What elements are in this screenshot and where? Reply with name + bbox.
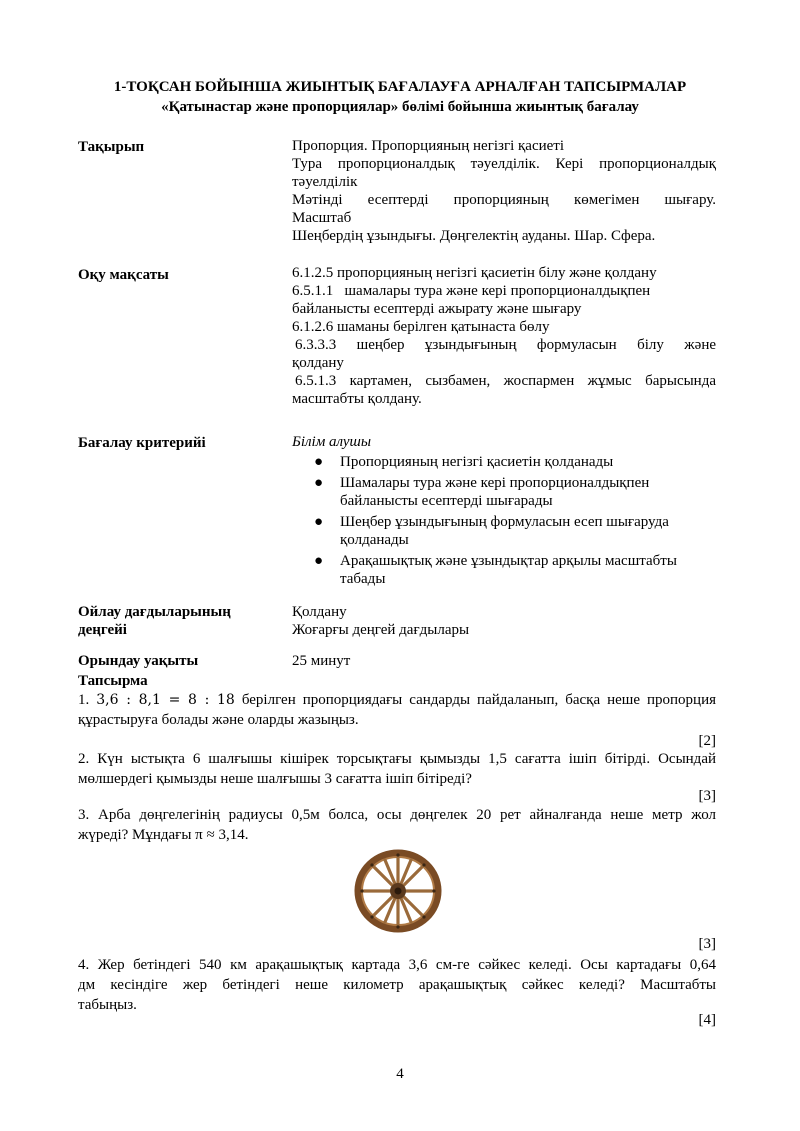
task-4: 4. Жер бетіндегі 540 км арақашықтық картада 3,6 см-ге сәйкес келеді. Осы картадағы 0,64 дм кесіндіге жер бетіндегі неше километр арақашықтық сәйкес келеді? Масштабты табыңыз. xyxy=(78,957,716,1013)
task-1 xyxy=(78,690,716,730)
criteria-label: Бағалау критерийі xyxy=(78,435,206,451)
topic-line: тәуелділік xyxy=(292,174,358,190)
task-2-score: [3] xyxy=(698,788,716,804)
criteria-item: ● Пропорцияның негізгі қасиетін қолданады xyxy=(314,454,614,470)
document-title: 1-ТОҚСАН БОЙЫНША ЖИЫНТЫҚ БАҒАЛАУҒА АРНАЛҒАН ТАПСЫРМАЛАР xyxy=(113,79,687,95)
criteria-list xyxy=(292,453,716,588)
task-2: 2. Күн ыстықта 6 шалғышы кішірек торсықтағы қымызды 1,5 сағатта ішіп бітірді. Осындай мөлшердегі қымызды неше шалғышы 3 сағатта ішіп бітіреді? xyxy=(78,751,716,787)
goal-line: қолдану xyxy=(292,355,344,371)
topic-line: Шеңбердің ұзындығы. Дөңгелектің ауданы. Шар. Сфера. xyxy=(292,228,656,244)
topic-line: Пропорция. Пропорцияның негізгі қасиеті xyxy=(292,138,565,154)
goal-line: 6.1.2.5 пропорцияның негізгі қасиетін білу және қолдану xyxy=(292,265,657,281)
criteria-item: ● Шамалары тура және кері пропорционалдықпен байланысты есептерді шығарады xyxy=(314,475,650,509)
task-1-score: [2] xyxy=(698,733,716,749)
page-number: 4 xyxy=(396,1066,404,1082)
bullet-icon: ● xyxy=(314,454,324,470)
bullet-icon: ● xyxy=(314,514,324,530)
goal-line: 6.5.1.1 шамалары тура және кері пропорционалдықпен xyxy=(292,283,651,299)
skills-content: Қолдану Жоғарғы деңгей дағдылары xyxy=(292,604,470,638)
topic-content xyxy=(292,137,716,245)
tasks-heading: Тапсырма xyxy=(78,673,148,689)
cart-wheel-image xyxy=(354,849,442,933)
criteria-intro: Білім алушы xyxy=(292,434,372,450)
goal-line: масштабты қолдану. xyxy=(292,391,422,407)
topic-line: Мәтінді есептерді пропорцияның көмегімен шығару. xyxy=(292,192,716,208)
time-value: 25 минут xyxy=(292,653,351,669)
task-3-score: [3] xyxy=(698,936,716,952)
task-1-line2: құрастыруға болады және оларды жазыңыз. xyxy=(78,712,359,728)
document-subtitle: «Қатынастар және пропорциялар» бөлімі бойынша жиынтық бағалау xyxy=(161,99,639,115)
skills-label: Ойлау дағдыларының деңгейі xyxy=(78,604,231,638)
bullet-icon: ● xyxy=(314,553,324,569)
task-1-line1: 1. 3,6 : 8,1 = 8 : 18 берілген пропорциядағы сандарды пайдаланып, басқа неше пропорция xyxy=(78,692,716,708)
criteria-item: ● Арақашықтық және ұзындықтар арқылы масштабты табады xyxy=(314,553,677,587)
goal-line: 6.1.2.6 шаманы берілген қатынаста бөлу xyxy=(292,319,550,335)
proportion-formula: 3,6 : 8,1 = 8 : 18 xyxy=(96,692,235,708)
bullet-icon: ● xyxy=(314,475,324,491)
criteria-item: ● Шеңбер ұзындығының формуласын есеп шығаруда қолданады xyxy=(314,514,669,548)
goals-content xyxy=(292,264,716,408)
goal-line: байланысты есептерді ажырату және шығару xyxy=(292,301,582,317)
goal-line: 6.3.3.3 шеңбер ұзындығының формуласын білу және xyxy=(295,337,716,353)
task-3: 3. Арба дөңгелегінің радиусы 0,5м болса, осы дөңгелек 20 рет айналғанда неше метр жол жүреді? Мұндағы π ≈ 3,14. xyxy=(78,807,716,843)
topic-label: Тақырып xyxy=(78,139,145,155)
goal-line: 6.5.1.3 картамен, сызбамен, жоспармен жұмыс барысында xyxy=(295,373,716,389)
task-4-score: [4] xyxy=(698,1012,716,1028)
goals-label: Оқу мақсаты xyxy=(78,267,169,283)
time-label: Орындау уақыты xyxy=(78,653,199,669)
criteria-content xyxy=(292,433,716,591)
topic-line: Тура пропорционалдық тәуелділік. Кері пропорционалдық xyxy=(292,156,716,172)
topic-line: Масштаб xyxy=(292,210,352,226)
